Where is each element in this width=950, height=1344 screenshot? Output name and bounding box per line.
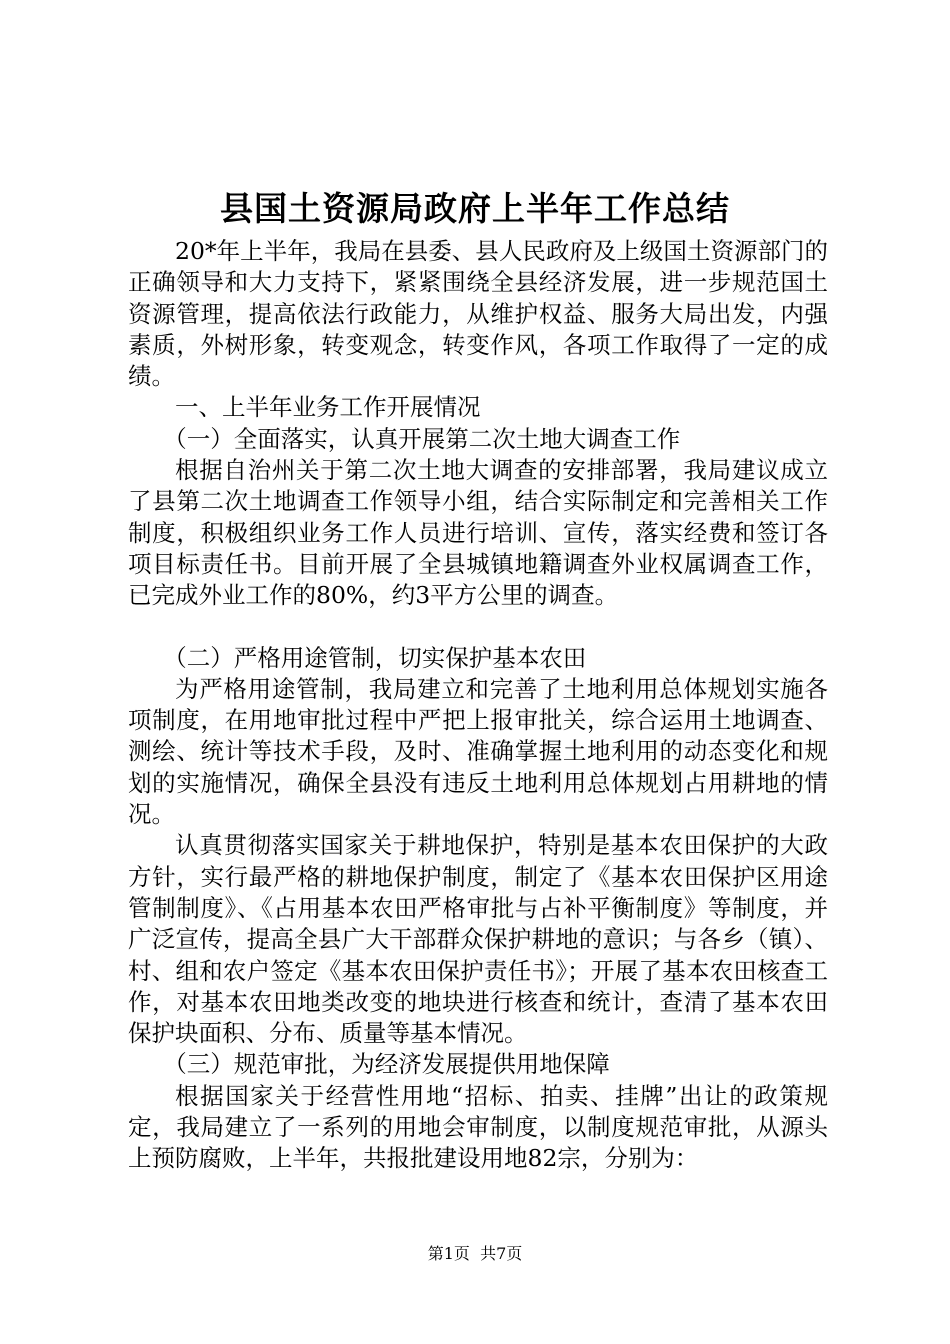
section-heading-1: 一、上半年业务工作开展情况 (175, 393, 481, 422)
page-total: 共7页 (480, 1244, 523, 1263)
paragraph-gap (128, 612, 828, 643)
document-title: 县国土资源局政府上半年工作总结 (220, 189, 730, 228)
subsection-heading-3: （三）规范审批，为经济发展提供用地保障 (163, 1050, 610, 1079)
page-number: 第1页 (427, 1244, 470, 1263)
body-paragraph-survey: 根据自治州关于第二次土地大调查的安排部署，我局建议成立了县第二次土地调查工作领导小组，结合实际制定和完善相关工作制度，积极组织业务工作人员进行培训、宣传，落实经费和签订各项目标责任书。目前开展了全县城镇地籍调查外业权属调查工作，已完成外业工作的80%，约3平方公里的调查。 (128, 456, 828, 610)
intro-paragraph: 20*年上半年，我局在县委、县人民政府及上级国土资源部门的正确领导和大力支持下，紧紧围绕全县经济发展，进一步规范国土资源管理，提高依法行政能力，从维护权益、服务大局出发，内强素质，外树形象，转变观念，转变作风，各项工作取得了一定的成绩。 (128, 237, 828, 391)
body-paragraph-farmland-protection: 认真贯彻落实国家关于耕地保护，特别是基本农田保护的大政方针，实行最严格的耕地保护制度，制定了《基本农田保护区用途管制制度》、《占用基本农田严格审批与占补平衡制度》等制度，并广泛宣传，提高全县广大干部群众保护耕地的意识；与各乡（镇）、村、组和农户签定《基本农田保护责任书》；开展了基本农田核查工作，对基本农田地类改变的地块进行核查和统计，查清了基本农田保护块面积、分布、质量等基本情况。 (128, 831, 828, 1048)
document-body (128, 236, 828, 1175)
body-paragraph-usage-control: 为严格用途管制，我局建立和完善了土地利用总体规划实施各项制度，在用地审批过程中严把上报审批关，综合运用土地调查、测绘、统计等技术手段，及时、准确掌握土地利用的动态变化和规划的实施情况，确保全县没有违反土地利用总体规划占用耕地的情况。 (128, 674, 828, 829)
body-paragraph-approval: 根据国家关于经营性用地“招标、拍卖、挂牌”出让的政策规定，我局建立了一系列的用地会审制度，以制度规范审批，从源头上预防腐败，上半年，共报批建设用地82宗，分别为： (128, 1081, 828, 1173)
subsection-heading-1: （一）全面落实，认真开展第二次土地大调查工作 (163, 424, 681, 453)
subsection-heading-2: （二）严格用途管制，切实保护基本农田 (163, 643, 587, 672)
page-footer (0, 1243, 950, 1265)
